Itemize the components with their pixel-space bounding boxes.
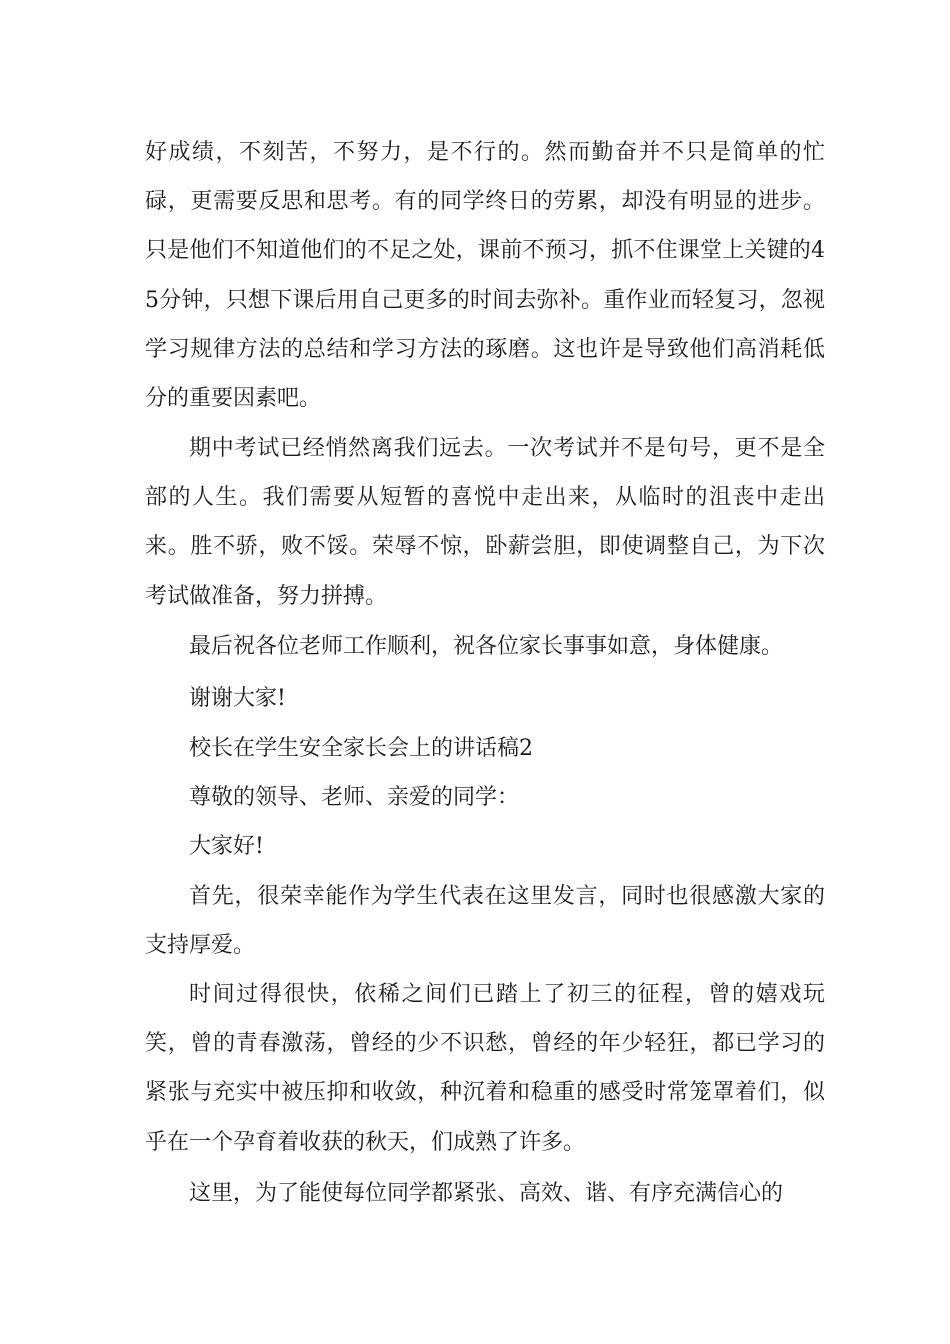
salutation: 尊敬的领导、老师、亲爱的同学： bbox=[189, 785, 520, 810]
paragraph-thanks: 谢谢大家! bbox=[189, 686, 286, 711]
paragraph-continuation: 这里，为了能使每位同学都紧张、高效、谐、有序充满信心的 bbox=[189, 1181, 784, 1206]
paragraph-midterm-exam: 期中考试已经悄然离我们远去。一次考试并不是句号，更不是全部的人生。我们需要从短暂的喜悦中走出来，从临时的沮丧中走出来。胜不骄，败不馁。荣辱不惊，卧薪尝胆，即使调整自己，为下次考试做准备，努力拼搏。 bbox=[145, 436, 825, 609]
speech-title: 校长在学生安全家长会上的讲话稿2 bbox=[189, 736, 533, 761]
paragraph-study-diligence: 好成绩，不刻苦，不努力，是不行的。然而勤奋并不只是简单的忙碌，更需要反思和思考。有的同学终日的劳累，却没有明显的进步。只是他们不知道他们的不足之处，课前不预习，抓不住课堂上关键的45分钟，只想下课后用自己更多的时间去弥补。重作业而轻复习，忽视学习规律方法的总结和学习方法的琢磨。这也许是导致他们高消耗低分的重要因素吧。 bbox=[145, 140, 825, 412]
paragraph-introduction: 首先，很荣幸能作为学生代表在这里发言，同时也很感激大家的支持厚爱。 bbox=[145, 884, 825, 959]
paragraph-time-passing: 时间过得很快，依稀之间们已踏上了初三的征程，曾的嬉戏玩笑，曾的青春激荡，曾经的少不识愁，曾经的年少轻狂，都已学习的紧张与充实中被压抑和收敛，种沉着和稳重的感受时常笼罩着们，似乎在一个孕育着收获的秋天，们成熟了许多。 bbox=[145, 982, 825, 1155]
greeting: 大家好! bbox=[189, 834, 264, 859]
paragraph-closing-wishes: 最后祝各位老师工作顺利，祝各位家长事事如意，身体健康。 bbox=[189, 634, 784, 659]
